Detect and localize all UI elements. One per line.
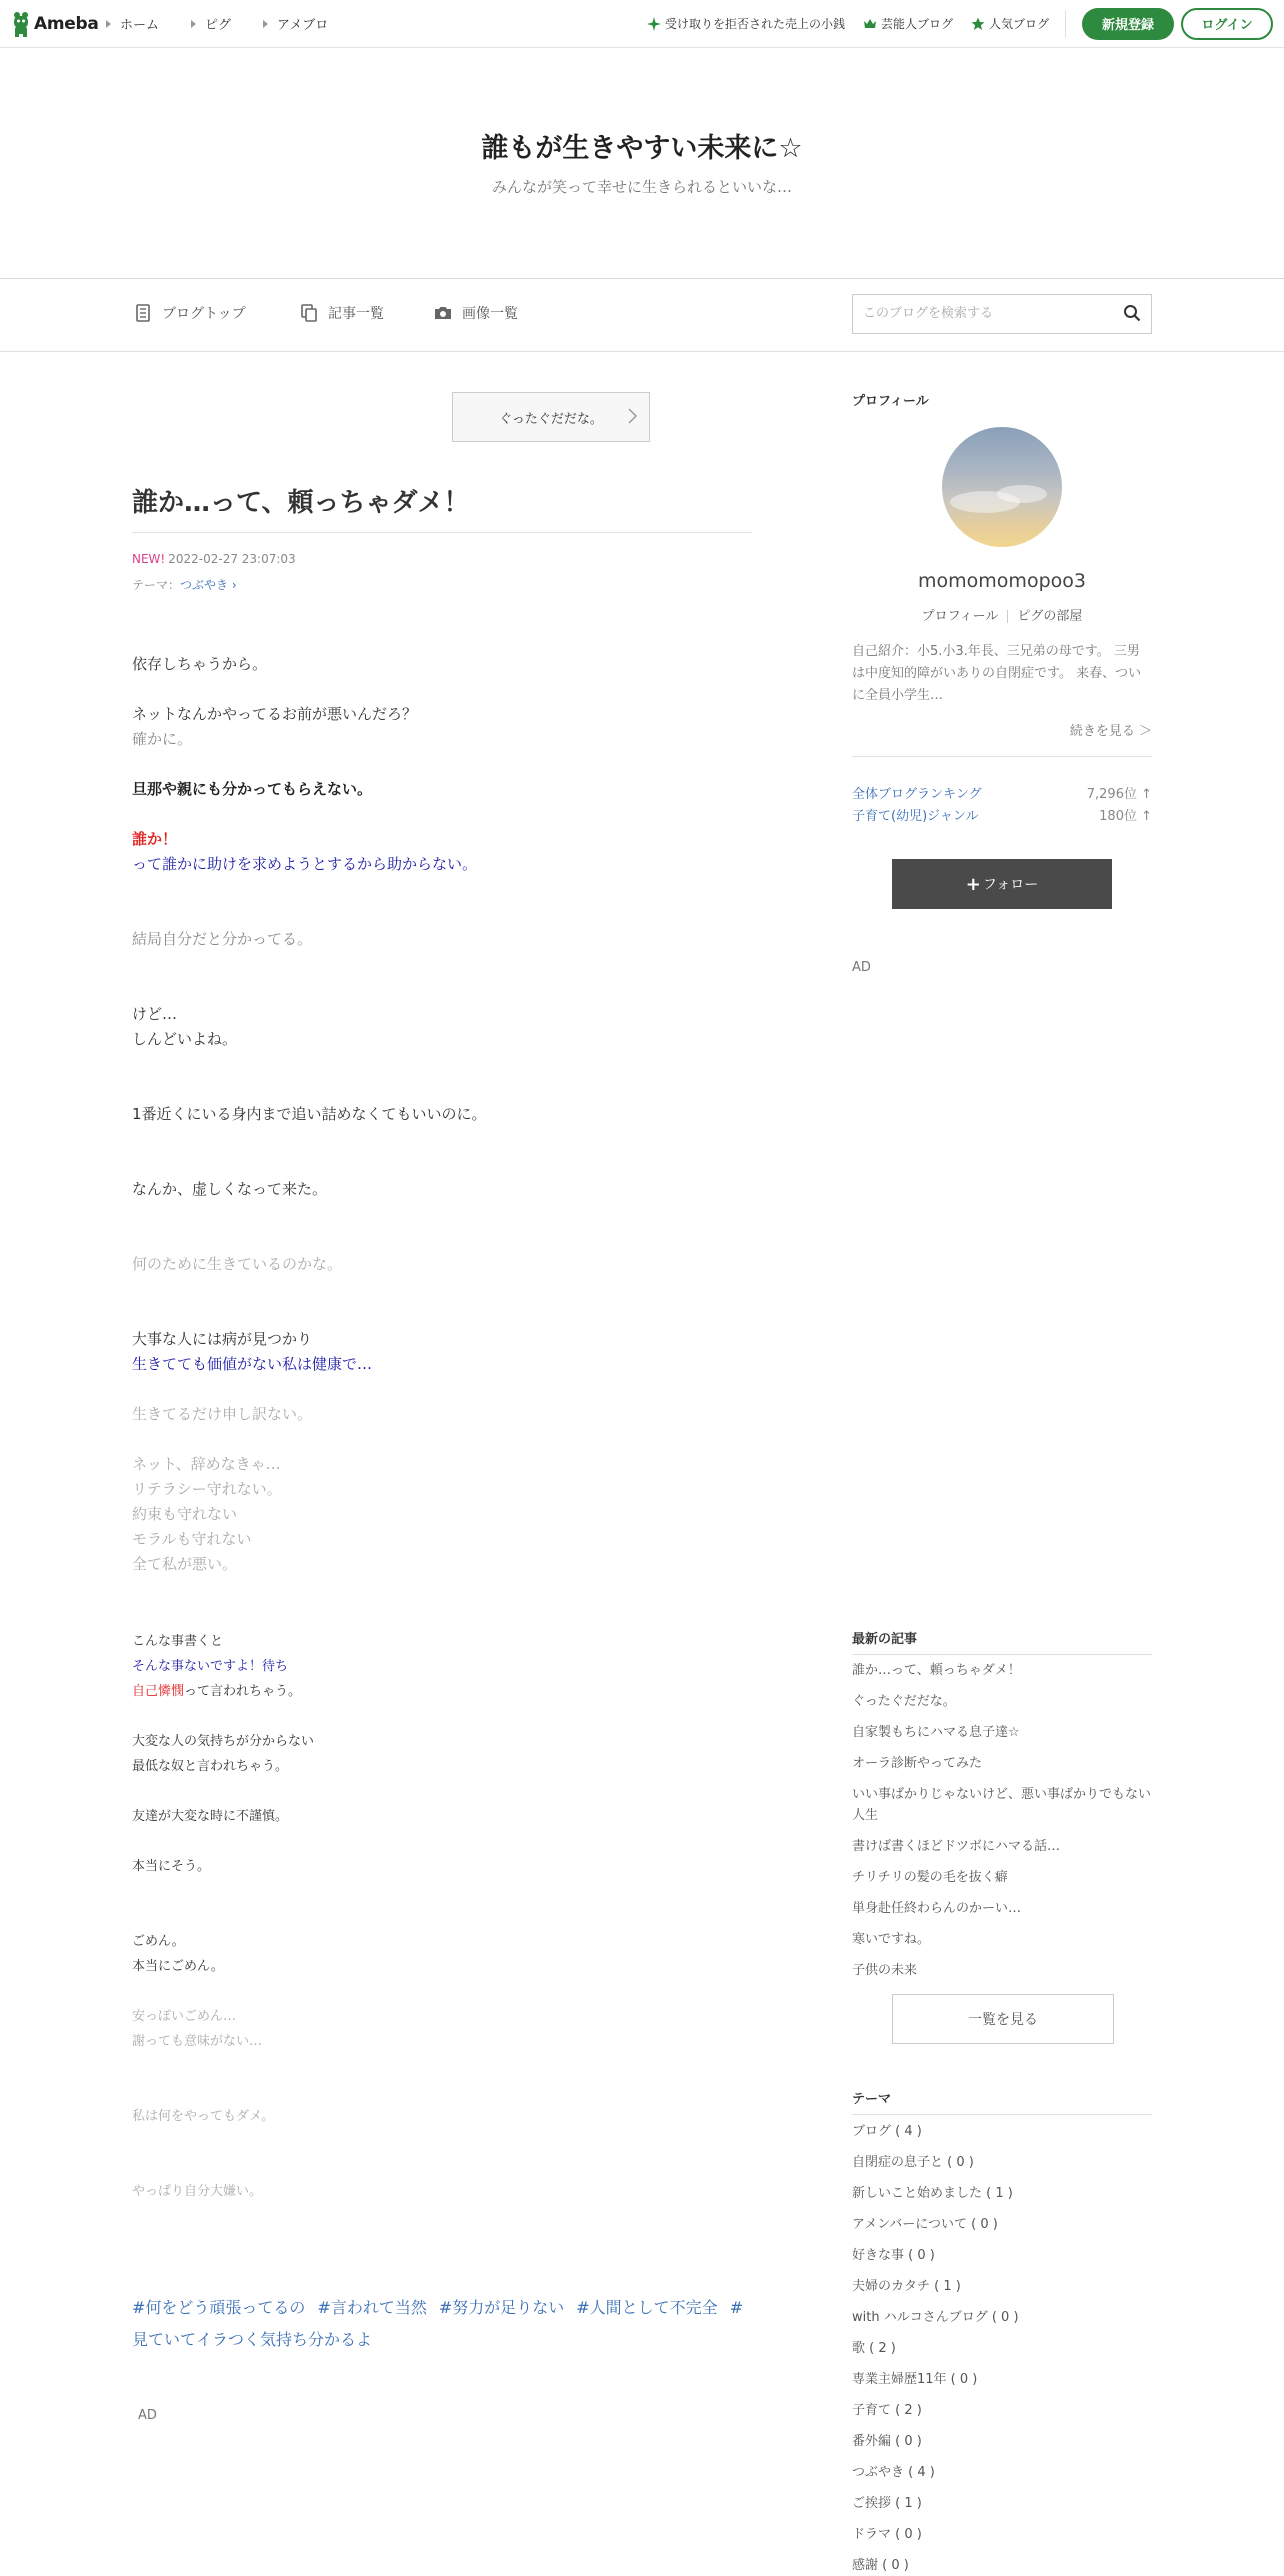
- body-line: なんか、虚しくなって来た。: [132, 1180, 328, 1198]
- blog-search-input[interactable]: [853, 295, 1103, 331]
- body-line: やっぱり自分大嫌い。: [132, 2184, 263, 2199]
- recent-entry-link[interactable]: 誰か…って、頼っちゃダメ！: [852, 1663, 1021, 1678]
- nav-entry-list-label: 記事一覧: [328, 306, 384, 322]
- ameba-mascot-icon: [11, 11, 31, 37]
- body-line: 誰か！: [132, 830, 178, 848]
- ranking-genre[interactable]: [852, 805, 1152, 824]
- body-line: 全て私が悪い。: [132, 1555, 238, 1573]
- theme-link[interactable]: 感謝 ( 0 ): [852, 2558, 909, 2573]
- body-line: 大変な人の気持ちが分からない: [132, 1734, 315, 1749]
- nav-label: ピグ: [205, 18, 232, 33]
- recent-entry-link[interactable]: 寒いですね。: [852, 1932, 931, 1947]
- ranking-label: 全体ブログランキング: [852, 787, 982, 802]
- hashtag-link[interactable]: #言われて当然: [317, 2298, 427, 2317]
- follow-button[interactable]: [892, 859, 1112, 909]
- chevron-right-icon: [627, 408, 637, 424]
- recent-entry-link[interactable]: 書けば書くほどドツボにハマる話…: [852, 1839, 1061, 1854]
- recent-entry-link[interactable]: 自家製もちにハマる息子達☆: [852, 1725, 1020, 1740]
- crown-icon: [863, 17, 877, 31]
- blog-nav: [0, 279, 1284, 352]
- body-line: 生きてても価値がない私は健康で…: [132, 1355, 373, 1373]
- chevron-right-icon: ›: [231, 578, 237, 592]
- nav-blog-top[interactable]: [134, 303, 246, 323]
- body-line: 本当にそう。: [132, 1859, 211, 1874]
- prev-entry-label: ぐったぐだだな。: [499, 411, 603, 427]
- entry-title[interactable]: 誰か…って、頼っちゃダメ！: [132, 488, 470, 518]
- recent-entry-link[interactable]: オーラ診断やってみた: [852, 1756, 983, 1771]
- body-line: 旦那や親にも分かってもらえない。: [132, 780, 373, 798]
- body-line: 結局自分だと分かってる。: [132, 930, 313, 948]
- body-line: 1番近くにいる身内まで追い詰めなくてもいいのに。: [132, 1105, 487, 1123]
- nav-pigg[interactable]: [191, 14, 231, 33]
- body-line: 本当にごめん。: [132, 1959, 224, 1974]
- theme-link[interactable]: アメンバーについて ( 0 ): [852, 2217, 998, 2232]
- theme-link[interactable]: 専業主婦歴11年 ( 0 ): [852, 2372, 978, 2387]
- arrow-right-icon: [263, 20, 268, 28]
- ameba-logo[interactable]: [11, 11, 99, 37]
- plus-icon: +: [965, 873, 981, 895]
- theme-link[interactable]: 好きな事 ( 0 ): [852, 2248, 935, 2263]
- body-line: 依存しちゃうから。: [132, 655, 268, 673]
- pigg-room-link[interactable]: ピグの部屋: [1017, 609, 1083, 624]
- theme-link[interactable]: 夫婦のカタチ ( 1 ): [852, 2279, 961, 2294]
- separator: [1007, 610, 1008, 623]
- body-line: 謝っても意味がない…: [132, 2034, 263, 2049]
- recent-heading: 最新の記事: [852, 1632, 918, 1647]
- theme-link[interactable]: 子育て ( 2 ): [852, 2403, 922, 2418]
- section-divider: [852, 2114, 1152, 2115]
- register-button[interactable]: 新規登録: [1082, 8, 1174, 40]
- body-line: [132, 1680, 301, 1699]
- profile-links: [852, 605, 1152, 624]
- section-divider: [852, 1654, 1152, 1655]
- recent-entry-link[interactable]: ぐったぐだだな。: [852, 1694, 956, 1709]
- body-line: けど…: [132, 1005, 178, 1023]
- theme-link[interactable]: 自閉症の息子と ( 0 ): [852, 2155, 974, 2170]
- body-line: モラルも守れない: [132, 1530, 252, 1548]
- entry-theme: [132, 576, 237, 593]
- body-line: 生きてるだけ申し訳ない。: [132, 1405, 313, 1423]
- body-line: しんどいよね。: [132, 1030, 238, 1048]
- body-emphasis: 自己憐憫: [132, 1684, 185, 1699]
- recent-entry-link[interactable]: 子供の未来: [852, 1963, 918, 1978]
- hashtag-link[interactable]: #人間として不完全: [576, 2298, 718, 2317]
- body-line: 大事な人には病が見つかり: [132, 1330, 313, 1348]
- link-featured-label: 受け取りを拒否された売上の小銭: [664, 17, 845, 31]
- ranking-value: 180位 ↑: [1099, 809, 1152, 824]
- arrow-right-icon: [191, 20, 196, 28]
- nav-label: ホーム: [120, 18, 160, 33]
- follow-label: フォロー: [982, 877, 1039, 893]
- copy-icon: [300, 304, 318, 322]
- blog-title[interactable]: 誰もが生きやすい未来に☆: [481, 133, 803, 164]
- title-divider: [132, 532, 752, 533]
- recent-entry-link[interactable]: 単身赴任終わらんのかーい…: [852, 1901, 1022, 1916]
- sparkle-icon: [647, 17, 661, 31]
- link-popular-blog[interactable]: [971, 15, 1049, 32]
- nav-entry-list[interactable]: [300, 303, 384, 323]
- document-icon: [134, 304, 152, 322]
- theme-link[interactable]: つぶやき ( 4 ): [852, 2465, 935, 2480]
- global-nav: [106, 14, 360, 33]
- hashtag-list: [132, 2292, 752, 2356]
- theme-link[interactable]: ドラマ ( 0 ): [852, 2527, 922, 2542]
- body-line: ごめん。: [132, 1934, 185, 1949]
- profile-intro: 自己紹介：小5.小3.年長、三兄弟の母です。 三男は中度知的障がいありの自閉症です。 来春、ついに全員小学生…: [852, 644, 1142, 703]
- body-line: こんな事書くと: [132, 1634, 224, 1649]
- nav-image-list-label: 画像一覧: [462, 306, 518, 322]
- body-line: って誰かに助けを求めようとするから助からない。: [132, 855, 478, 873]
- new-badge: NEW!: [132, 552, 166, 566]
- hashtag-link[interactable]: #見ていてイラつく気持ち分かるよ: [132, 2298, 744, 2349]
- profile-heading: プロフィール: [852, 394, 929, 409]
- theme-link[interactable]: ブログ ( 4 ): [852, 2124, 922, 2139]
- hashtag-link[interactable]: #努力が足りない: [438, 2298, 565, 2317]
- profile-name[interactable]: momomomopoo3: [918, 570, 1086, 592]
- nav-label: アメブロ: [277, 18, 329, 33]
- recent-entry-link[interactable]: いい事ばかりじゃないけど、悪い事ばかりでもない人生: [852, 1787, 1152, 1823]
- blog-description: みんなが笑って幸せに生きられるといいな…: [491, 178, 792, 196]
- body-text: って言われちゃう。: [184, 1684, 302, 1699]
- ad-label: AD: [138, 2408, 157, 2423]
- ranking-label: 子育て(幼児)ジャンル: [852, 809, 979, 824]
- star-icon: [971, 17, 985, 31]
- body-line: 確かに。: [132, 730, 193, 748]
- entry-meta: [132, 552, 296, 566]
- blog-search: [852, 294, 1152, 334]
- body-line: 最低な奴と言われちゃう。: [132, 1759, 289, 1774]
- hashtag-link[interactable]: #何をどう頑張ってるの: [132, 2298, 306, 2317]
- theme-heading: テーマ: [852, 2092, 892, 2107]
- avatar[interactable]: [942, 427, 1062, 547]
- header-right: [647, 0, 1284, 47]
- nav-ameblo[interactable]: [263, 14, 328, 33]
- recent-entry-link[interactable]: チリチリの髪の毛を抜く癖: [852, 1870, 1008, 1885]
- global-header: [0, 0, 1284, 48]
- read-more-link[interactable]: 続きを見る ＞: [1069, 724, 1152, 739]
- body-line: そんな事ないですよ！待ち: [132, 1659, 289, 1674]
- body-line: 約束も守れない: [132, 1505, 238, 1523]
- theme-link[interactable]: 新しいこと始めました ( 1 ): [852, 2186, 1013, 2201]
- ad-label: AD: [852, 960, 871, 975]
- body-line: リテラシー守れない。: [132, 1480, 282, 1498]
- search-icon[interactable]: [1123, 304, 1141, 322]
- body-line: 友達が大変な時に不謹慎。: [132, 1809, 289, 1824]
- profile-link[interactable]: プロフィール: [921, 609, 999, 624]
- body-line: ネットなんかやってるお前が悪いんだろ？: [132, 705, 418, 723]
- ranking-value: 7,296位 ↑: [1086, 787, 1152, 802]
- view-all-button[interactable]: 一覧を見る: [892, 1994, 1114, 2044]
- camera-icon: [434, 304, 452, 322]
- body-line: 何のために生きているのかな。: [132, 1255, 343, 1273]
- entry-datetime: 2022-02-27 23:07:03: [168, 552, 296, 566]
- link-featured[interactable]: [647, 15, 845, 32]
- body-line: 私は何をやってもダメ。: [132, 2109, 275, 2124]
- theme-prefix: テーマ：: [132, 578, 181, 592]
- link-popular-label: 人気ブログ: [988, 17, 1049, 31]
- avatar-cloud: [997, 485, 1047, 503]
- logo-text: Ameba: [34, 14, 99, 34]
- nav-image-list[interactable]: [434, 303, 518, 323]
- nav-blog-top-label: ブログトップ: [162, 306, 246, 322]
- theme-link[interactable]: つぶやき: [180, 578, 229, 592]
- ranking-overall[interactable]: [852, 783, 1152, 802]
- theme-link[interactable]: 歌 ( 2 ): [852, 2341, 896, 2356]
- theme-link[interactable]: ご挨拶 ( 1 ): [852, 2496, 922, 2511]
- body-line: 安っぽいごめん…: [132, 2009, 237, 2024]
- nav-home[interactable]: [106, 14, 159, 33]
- theme-link[interactable]: 番外編 ( 0 ): [852, 2434, 922, 2449]
- link-celebrity-label: 芸能人ブログ: [880, 17, 953, 31]
- blog-header: [0, 48, 1284, 279]
- header-divider: [1065, 10, 1066, 38]
- body-line: ネット、辞めなきゃ…: [132, 1455, 281, 1473]
- link-celebrity-blog[interactable]: [863, 15, 953, 32]
- prev-entry-button[interactable]: [452, 392, 650, 442]
- login-button[interactable]: ログイン: [1181, 8, 1273, 40]
- profile-divider: [852, 756, 1152, 757]
- theme-link[interactable]: with ハルコさんブログ ( 0 ): [852, 2310, 1019, 2325]
- arrow-right-icon: [106, 20, 111, 28]
